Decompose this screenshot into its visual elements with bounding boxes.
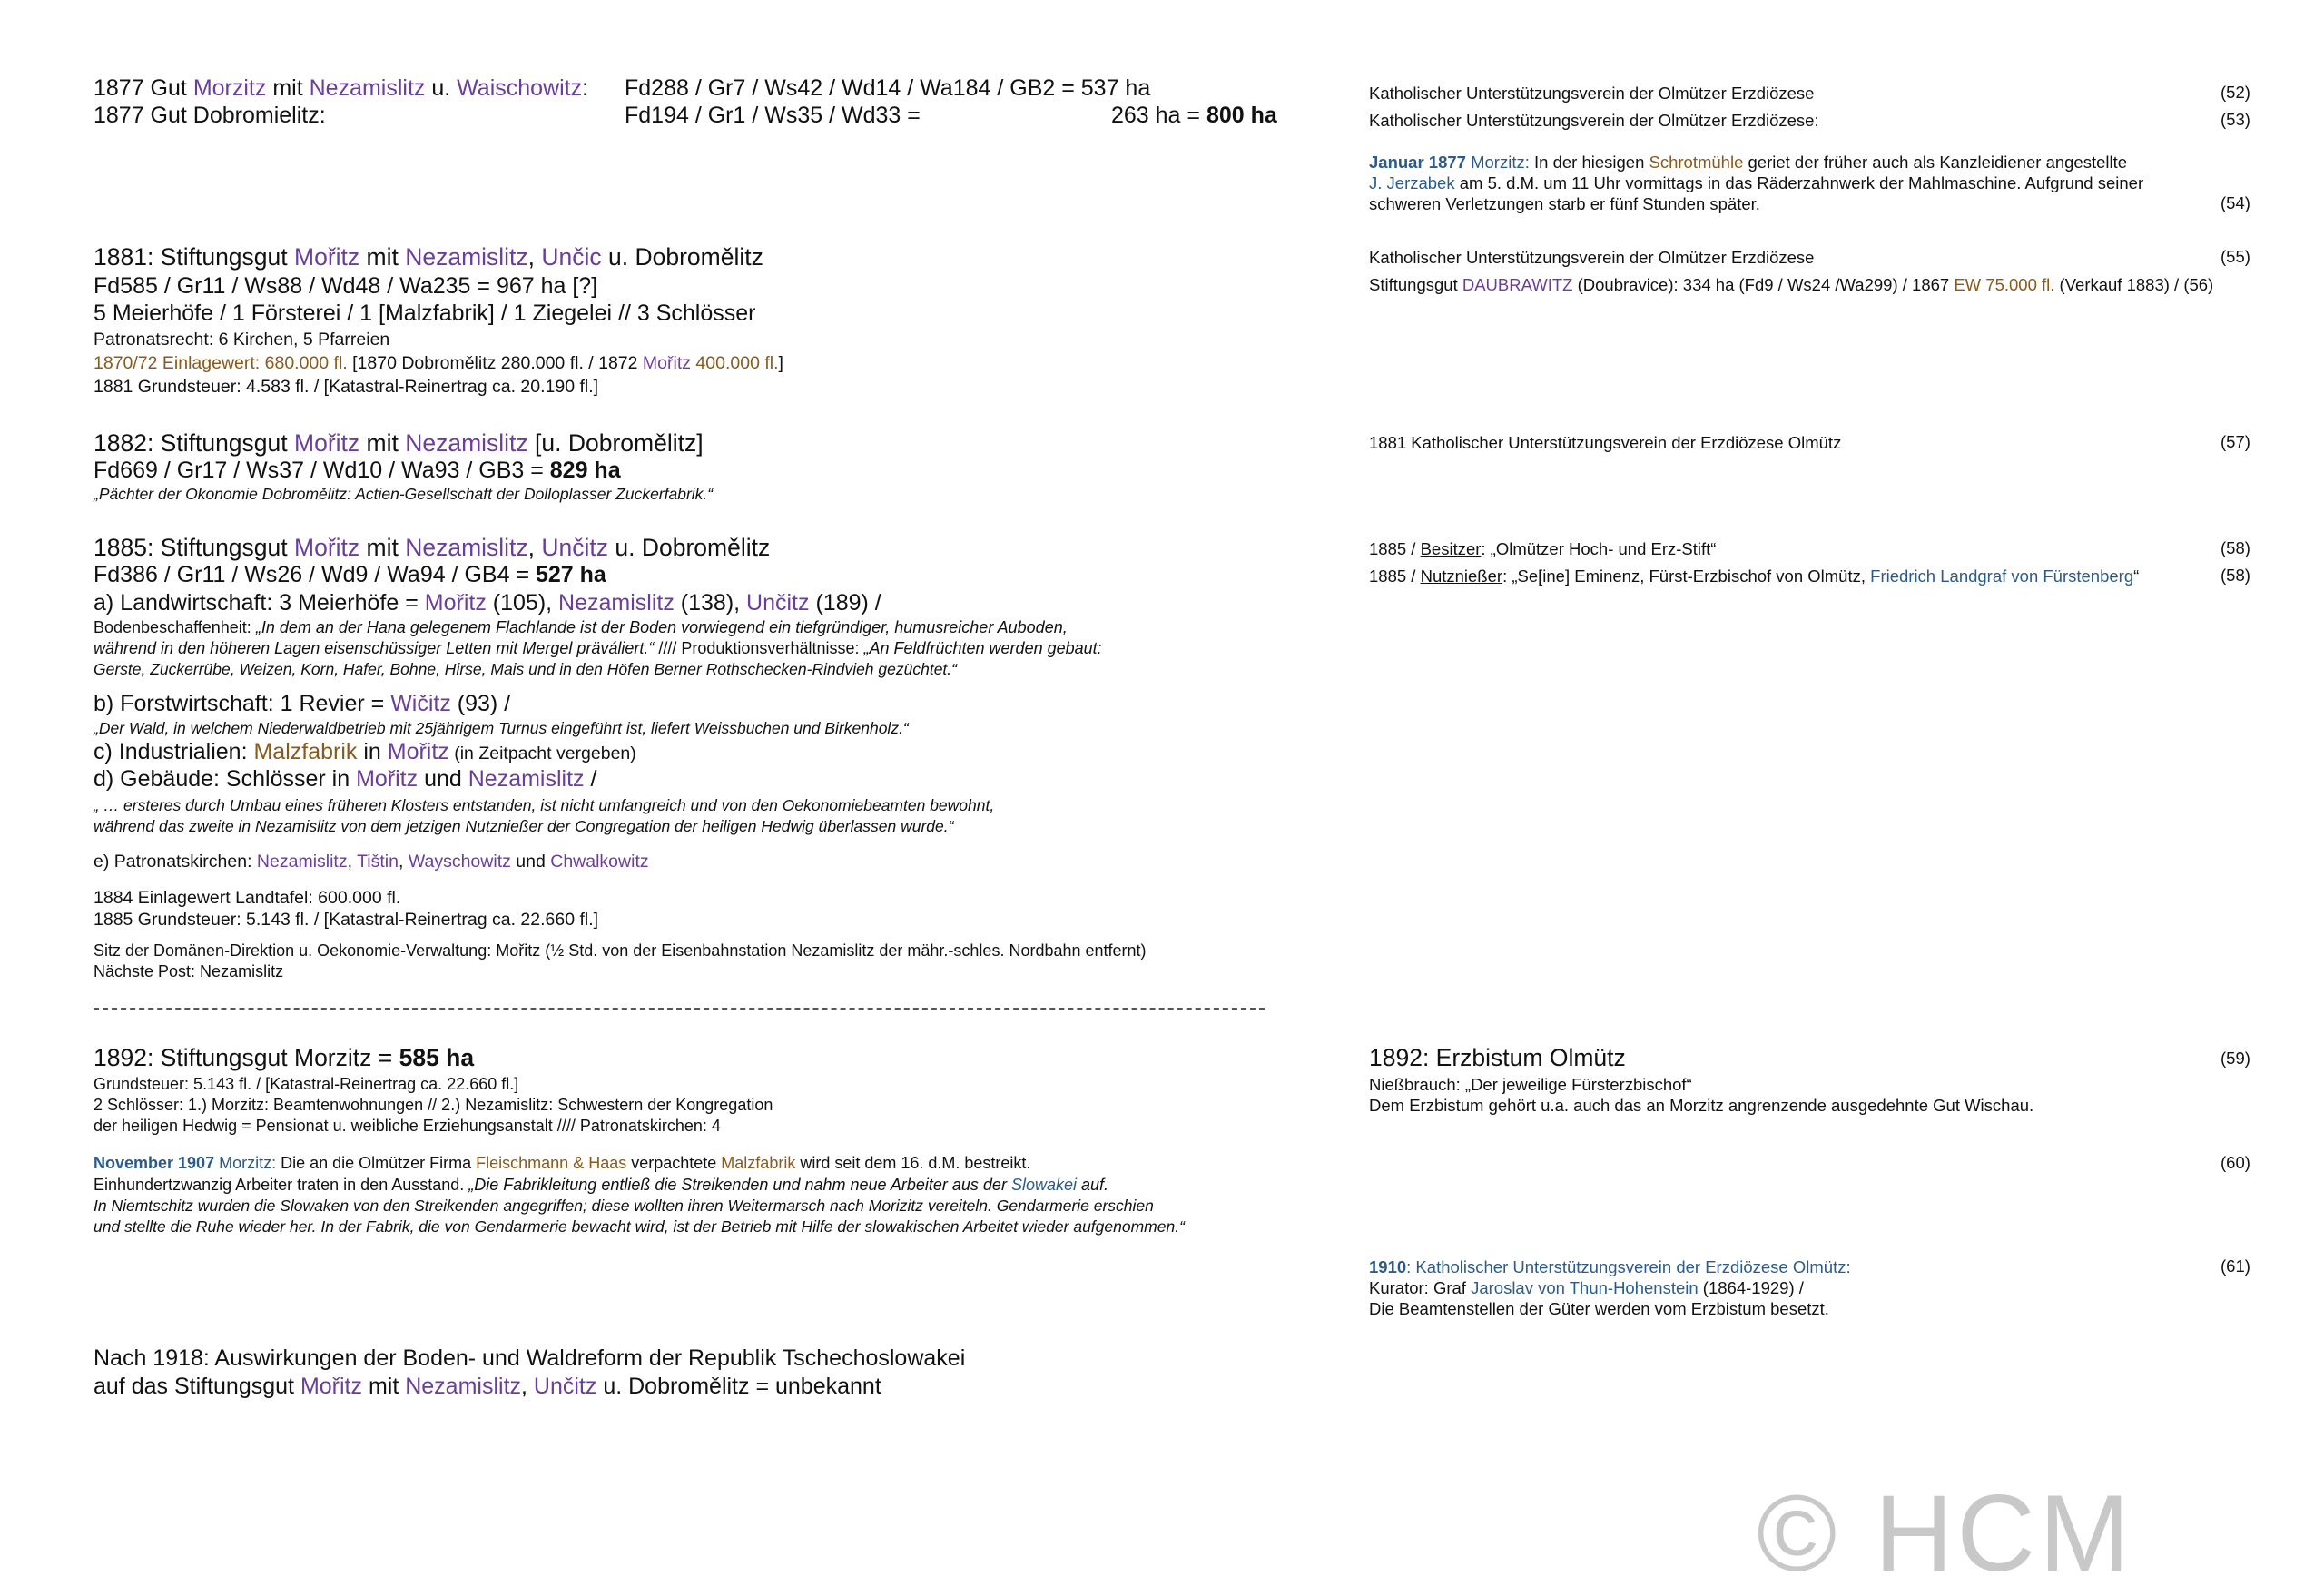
value-1870-72: 1870/72 Einlagewert: 680.000 fl. [1870 Dobromělitz 280.000 fl. / 1872 Mořitz 400.000 fl.] bbox=[94, 353, 783, 373]
footnote-53: (53) bbox=[2221, 110, 2250, 129]
accident-1877-line-2: J. Jerzabek am 5. d.M. um 11 Uhr vormittags in das Räderzahnwerk der Mahlmaschine. Aufgrund seiner bbox=[1369, 173, 2144, 192]
accident-1877-line-1: Januar 1877 Morzitz: In der hiesigen Schrotmühle geriet der früher auch als Kanzleidiener angestellte bbox=[1369, 153, 2128, 172]
heading-1881: 1881: Stiftungsgut Mořitz mit Nezamislitz, Unčic u. Dobromělitz bbox=[94, 243, 763, 271]
footnote-54: (54) bbox=[2221, 193, 2250, 212]
daubrawitz-estate: Stiftungsgut DAUBRAWITZ (Doubravice): 334 ha (Fd9 / Ws24 /Wa299) / 1867 EW 75.000 fl. (Verkauf 1883) / (56) bbox=[1369, 275, 2214, 294]
land-reform-line-1: Nach 1918: Auswirkungen der Boden- und Waldreform der Republik Tschechoslowakei bbox=[94, 1345, 966, 1371]
churches-1885: e) Patronatskirchen: Nezamislitz, Tištin, Wayschowitz und Chwalkowitz bbox=[94, 852, 649, 872]
tax-1892: Grundsteuer: 5.143 fl. / [Katastral-Reinertrag ca. 22.660 fl.] bbox=[94, 1075, 519, 1093]
tax-1885: 1885 Grundsteuer: 5.143 fl. / [Katastral-Reinertrag ca. 22.660 fl.] bbox=[94, 910, 599, 930]
usufruct-1892: Nießbrauch: „Der jeweilige Fürsterzbischof“ bbox=[1369, 1075, 1692, 1094]
entry-1877-morzitz-area: Fd288 / Gr7 / Ws42 / Wd14 / Wa184 / GB2 = 537 ha bbox=[625, 75, 1151, 101]
footnote-60: (60) bbox=[2221, 1153, 2250, 1172]
value-1884: 1884 Einlagewert Landtafel: 600.000 fl. bbox=[94, 888, 401, 908]
forestry-quote: „Der Wald, in welchem Niederwaldbetrieb mit 25jährigem Turnus eingeführt ist, liefert Weissbuchen und Birkenholz.“ bbox=[94, 719, 909, 737]
tax-1881: 1881 Grundsteuer: 4.583 fl. / [Katastral-Reinertrag ca. 20.190 fl.] bbox=[94, 377, 599, 397]
footnote-58a: (58) bbox=[2221, 538, 2250, 557]
archdiocese-1892-heading: 1892: Erzbistum Olmütz bbox=[1369, 1044, 1626, 1071]
copyright-watermark: © HCM bbox=[1757, 1473, 2134, 1594]
industry-1885: c) Industrialien: Malzfabrik in Mořitz (in Zeitpacht vergeben) bbox=[94, 739, 636, 764]
footnote-55: (55) bbox=[2221, 247, 2250, 266]
buildings-1885: d) Gebäude: Schlösser in Mořitz und Nezamislitz / bbox=[94, 766, 597, 792]
strike-1907-line-3: In Niemtschitz wurden die Slowaken von den Streikenden angegriffen; diese wollten ihren Weitermarsch nach Morizitz vereiteln. Gendarmerie erschien bbox=[94, 1197, 1154, 1215]
footnote-58b: (58) bbox=[2221, 566, 2250, 585]
congregation-1892: der heiligen Hedwig = Pensionat u. weibliche Erziehungsanstalt //// Patronatskirchen: 4 bbox=[94, 1117, 721, 1135]
soil-line-3: Gerste, Zuckerrübe, Weizen, Korn, Hafer, Bohne, Hirse, Mais und in den Höfen Berner Rothschecken-Rindvieh gezüchtet.“ bbox=[94, 660, 957, 678]
buildings-1881: 5 Meierhöfe / 1 Försterei / 1 [Malzfabrik] / 1 Ziegelei // 3 Schlösser bbox=[94, 300, 756, 326]
source-55: Katholischer Unterstützungsverein der Olmützer Erzdiözese bbox=[1369, 248, 1815, 267]
agriculture-1885: a) Landwirtschaft: 3 Meierhöfe = Mořitz (105), Nezamislitz (138), Unčitz (189) / bbox=[94, 590, 881, 616]
seat-of-administration: Sitz der Domänen-Direktion u. Oekonomie-Verwaltung: Mořitz (½ Std. von der Eisenbahnstation Nezamislitz der mähr.-schles. Nordbahn entfernt) bbox=[94, 941, 1147, 960]
heading-1892: 1892: Stiftungsgut Morzitz = 585 ha bbox=[94, 1044, 475, 1071]
strike-1907-line-2: Einhundertzwanzig Arbeiter traten in den Ausstand. „Die Fabrikleitung entließ die Streikenden und nahm neue Arbeiter aus der Slowakei auf. bbox=[94, 1176, 1109, 1194]
area-1881: Fd585 / Gr11 / Ws88 / Wd48 / Wa235 = 967 ha [?] bbox=[94, 273, 598, 299]
soil-line-1: Bodenbeschaffenheit: „In dem an der Hana gelegenem Flachlande ist der Boden vorwiegend ein tiefgründiger, humusreicher Auboden, bbox=[94, 618, 1068, 636]
source-52: Katholischer Unterstützungsverein der Olmützer Erzdiözese bbox=[1369, 84, 1815, 103]
next-post-office: Nächste Post: Nezamislitz bbox=[94, 962, 284, 980]
heading-1885: 1885: Stiftungsgut Mořitz mit Nezamislitz, Unčitz u. Dobromělitz bbox=[94, 534, 771, 561]
section-divider bbox=[94, 1008, 1265, 1010]
quote-1882: „Pächter der Okonomie Dobromělitz: Actien-Gesellschaft der Dolloplasser Zuckerfabrik.“ bbox=[94, 485, 714, 503]
strike-1907-line-1: November 1907 Morzitz: Die an die Olmützer Firma Fleischmann & Haas verpachtete Malzfabrik wird seit dem 16. d.M. bestreikt. bbox=[94, 1154, 1031, 1172]
buildings-quote-1: „ … ersteres durch Umbau eines früheren Klosters entstanden, ist nicht umfangreich und von den Oekonomiebeamten bewohnt, bbox=[94, 796, 995, 814]
entry-1877-dobromielitz-area: Fd194 / Gr1 / Ws35 / Wd33 = bbox=[625, 103, 921, 128]
strike-1907-line-4: und stellte die Ruhe wieder her. In der Fabrik, die von Gendarmerie bewacht wird, ist der Betrieb mit Hilfe der slowakischen Arbeitet wieder aufgenommen.“ bbox=[94, 1217, 1185, 1236]
entry-1877-dobromielitz: 1877 Gut Dobromielitz: bbox=[94, 103, 326, 128]
accident-1877-line-3: schweren Verletzungen starb er fünf Stunden später. bbox=[1369, 194, 1760, 213]
patronage-1881: Patronatsrecht: 6 Kirchen, 5 Pfarreien bbox=[94, 330, 390, 350]
usufructuary-1885: 1885 / Nutznießer: „Se[ine] Eminenz, Fürst-Erzbischof von Olmütz, Friedrich Landgraf von Fürstenberg“ bbox=[1369, 566, 2140, 586]
forestry-1885: b) Forstwirtschaft: 1 Revier = Wičitz (93) / bbox=[94, 691, 511, 716]
source-57: 1881 Katholischer Unterstützungsverein der Erzdiözese Olmütz bbox=[1369, 433, 1842, 452]
entry-1877-total: 263 ha = 800 ha bbox=[1111, 103, 1277, 128]
footnote-61: (61) bbox=[2221, 1256, 2250, 1276]
castles-1892: 2 Schlösser: 1.) Morzitz: Beamtenwohnungen // 2.) Nezamislitz: Schwestern der Kongregation bbox=[94, 1096, 773, 1114]
source-53: Katholischer Unterstützungsverein der Olmützer Erzdiözese: bbox=[1369, 111, 1819, 130]
curator-1910-line-2: Kurator: Graf Jaroslav von Thun-Hohenstein (1864-1929) / bbox=[1369, 1278, 1804, 1297]
entry-1877-morzitz: 1877 Gut Morzitz mit Nezamislitz u. Waischowitz: bbox=[94, 75, 589, 101]
footnote-52: (52) bbox=[2221, 83, 2250, 102]
curator-1910-line-3: Die Beamtenstellen der Güter werden vom Erzbistum besetzt. bbox=[1369, 1299, 1829, 1318]
buildings-quote-2: während das zweite in Nezamislitz von dem jetzigen Nutznießer der Congregation der heiligen Hedwig überlassen wurde.“ bbox=[94, 817, 954, 835]
owner-1885: 1885 / Besitzer: „Olmützer Hoch- und Erz-Stift“ bbox=[1369, 539, 1717, 558]
heading-1882: 1882: Stiftungsgut Mořitz mit Nezamislitz [u. Dobromělitz] bbox=[94, 429, 704, 457]
land-reform-line-2: auf das Stiftungsgut Mořitz mit Nezamislitz, Unčitz u. Dobromělitz = unbekannt bbox=[94, 1374, 881, 1399]
area-1885: Fd386 / Gr11 / Ws26 / Wd9 / Wa94 / GB4 = 527 ha bbox=[94, 562, 606, 587]
footnote-59: (59) bbox=[2221, 1049, 2250, 1068]
curator-1910-line-1: 1910: Katholischer Unterstützungsverein der Erzdiözese Olmütz: bbox=[1369, 1257, 1851, 1276]
footnote-57: (57) bbox=[2221, 432, 2250, 451]
soil-line-2: während in den höheren Lagen eisenschüssiger Letten mit Mergel präváliert.“ //// Produktionsverhältnisse: „An Feldfrüchten werden gebaut: bbox=[94, 639, 1102, 657]
wischau-1892: Dem Erzbistum gehört u.a. auch das an Morzitz angrenzende ausgedehnte Gut Wischau. bbox=[1369, 1096, 2034, 1115]
area-1882: Fd669 / Gr17 / Ws37 / Wd10 / Wa93 / GB3 = 829 ha bbox=[94, 458, 621, 483]
